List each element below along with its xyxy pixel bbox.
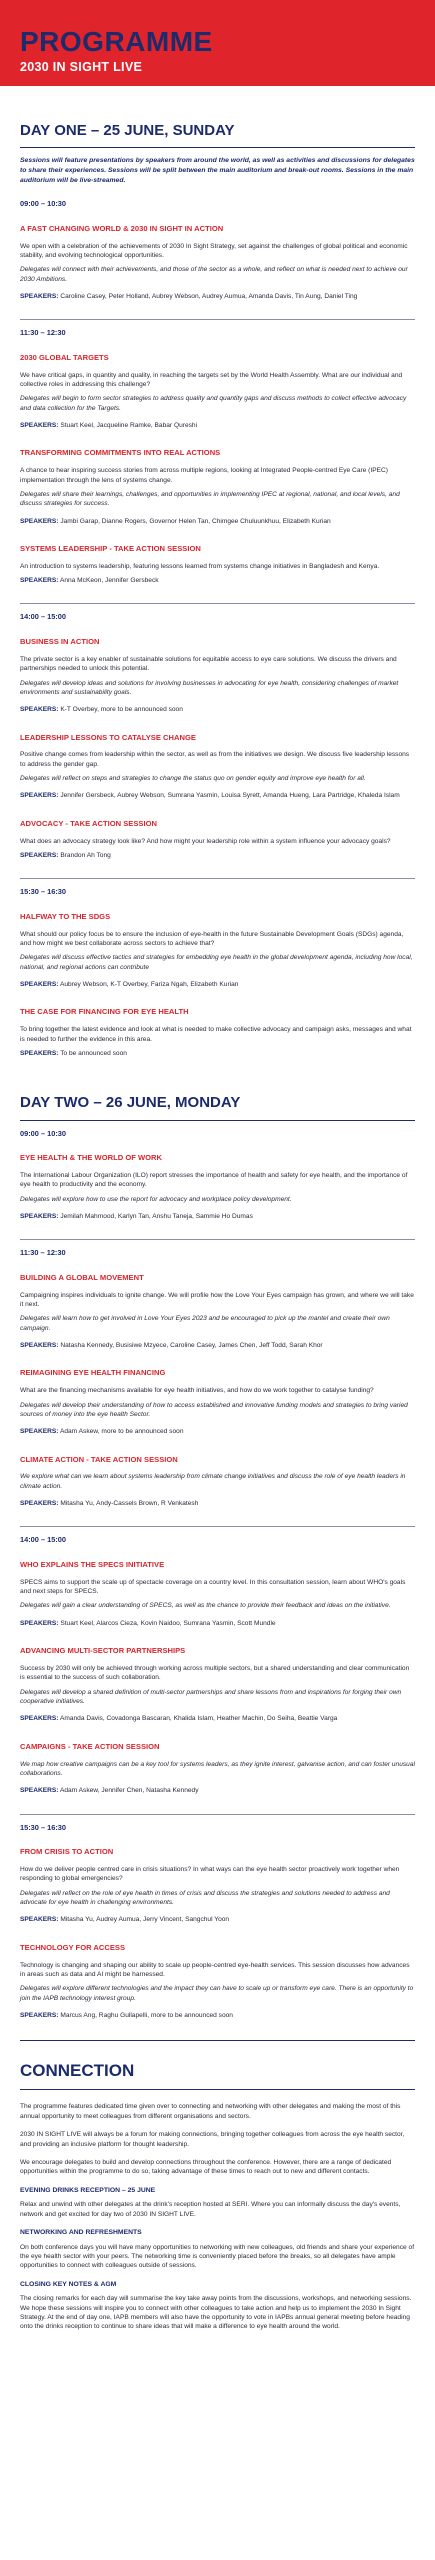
session-speakers xyxy=(20,1714,415,1723)
time-slot-time: 14:00 – 15:00 xyxy=(20,612,67,622)
time-slot-time: 09:00 – 10:30 xyxy=(20,199,67,209)
speakers-label: SPEAKERS: xyxy=(20,1212,59,1220)
session-title: EYE HEALTH & THE WORLD OF WORK xyxy=(20,1153,163,1163)
session-description: To bring together the latest evidence and look at what is needed to make collective advocacy and campaign asks, messages and what is needed to further the evidence in this area. xyxy=(20,1026,412,1043)
speakers-names: Jemilah Mahmood, Karlyn Tan, Anshu Taneja, Sammie Ho Dumas xyxy=(60,1212,253,1220)
day-one xyxy=(0,120,435,1058)
speakers-names: Anna McKeon, Jennifer Gersbeck xyxy=(59,577,159,585)
time-slot xyxy=(20,1814,415,2021)
page-title: PROGRAMME xyxy=(20,26,213,57)
session-title: FROM CRISIS TO ACTION xyxy=(20,1847,114,1857)
speakers-label: SPEAKERS: xyxy=(20,1619,59,1627)
session-speakers xyxy=(20,705,415,714)
time-slot-time: 09:00 – 10:30 xyxy=(20,1128,67,1138)
session-title: CAMPAIGNS - TAKE ACTION SESSION xyxy=(20,1741,160,1751)
speakers-names: K-T Overbey, more to be announced soon xyxy=(60,706,183,714)
session-outcome: Delegates will learn how to get involved in Love Your Eyes 2023 and be encouraged to pick up the mantel and create their own campaign. xyxy=(20,1315,390,1332)
session xyxy=(20,1742,415,1796)
session-outcome: Delegates will explore how to use the report for advocacy and workplace policy development. xyxy=(20,1195,292,1203)
session-title: WHO EXPLAINS THE SPECS INITIATIVE xyxy=(20,1559,165,1569)
session-title: LEADERSHIP LESSONS TO CATALYSE CHANGE xyxy=(20,732,196,742)
connection-item-text: On both conference days you will have many opportunities to networking with new colleagues, old friends and share your experience of the eye health sector with your peers. The networking time is conveniently placed before the breaks, so all delegates have ample opportunities to connect with colleagues outside of sessions. xyxy=(20,2243,415,2270)
session xyxy=(20,1273,415,1351)
session-speakers xyxy=(20,1427,415,1436)
time-slot xyxy=(20,603,415,860)
session-title: HALFWAY TO THE SDGS xyxy=(20,911,111,921)
session-outcome: Delegates will begin to form sector strategies to address quality and quantity gaps and discuss methods to collect effective advocacy and data collection for the Targets. xyxy=(20,395,407,412)
session xyxy=(20,1455,415,1509)
session xyxy=(20,1847,415,1925)
session-title: TECHNOLOGY FOR ACCESS xyxy=(20,1942,126,1952)
speakers-names: Adam Askew, more to be announced soon xyxy=(59,1428,184,1436)
speakers-names: Natasha Kennedy, Busisiwe Mzyece, Caroline Casey, James Chen, Jeff Todd, Sarah Khor xyxy=(60,1342,323,1350)
session-speakers xyxy=(20,1341,415,1350)
session-title: BUILDING A GLOBAL MOVEMENT xyxy=(20,1272,144,1282)
speakers-label: SPEAKERS: xyxy=(20,1342,59,1350)
speakers-names: Mitasha Yu, Andy-Cassels Brown, R Venkatesh xyxy=(60,1500,199,1508)
speakers-label: SPEAKERS: xyxy=(20,706,59,714)
day-one-slots xyxy=(20,199,415,1058)
session-outcome: Delegates will develop a shared definition of multi-sector partnerships and share lessons from and inspirations for forging their own cooperative initiatives. xyxy=(20,1688,402,1706)
session-title: CLIMATE ACTION - TAKE ACTION SESSION xyxy=(20,1454,178,1464)
session-outcome: Delegates will develop ideas and solutions for involving businesses in advocating for eye health, considering challenges of market environments and sustainability goals. xyxy=(20,679,399,696)
session-description: The International Labour Organization (ILO) report stresses the importance of health and safety for eye health, and the importance of eye health to productivity and the economy. xyxy=(20,1171,408,1189)
session-description: Technology is changing and shaping our ability to scale up people-centred eye-health services. This session discusses how advances in areas such as data and AI might be harnessed. xyxy=(20,1961,410,1978)
session-description: What should our policy focus be to ensure the inclusion of eye-health in the future Sustainable Development Goals (SDGs) agenda, and how might we best collaborate across sectors to achieve that? xyxy=(20,930,404,947)
divider xyxy=(20,1120,415,1121)
session-title: SYSTEMS LEADERSHIP - TAKE ACTION SESSION xyxy=(20,543,201,553)
speakers-names: Jambi Garap, Dianne Rogers, Governor Helen Tan, Chimgee Chuluunkhuu, Elizabeth Kurian xyxy=(60,517,331,525)
session-description: What are the financing mechanisms available for eye health initiatives, and how do we work together to catalyse funding? xyxy=(20,1387,374,1395)
speakers-names: Jennifer Gersbeck, Aubrey Webson, Sumrana Yasmin, Louisa Syrett, Amanda Hueng, Lara Partridge, Khaleda Islam xyxy=(60,792,400,800)
day-intro: Sessions will feature presentations by speakers from around the world, as well as activities and discussions for delegates to share their experiences. Sessions will be split between the main auditorium and break-out rooms. Sessions in the main auditorium will be live-streamed. xyxy=(20,157,415,184)
speakers-label: SPEAKERS: xyxy=(20,292,59,300)
session-description: A chance to hear inspiring success stories from across multiple regions, looking at Integrated People-centred Eye Care (IPEC) implementation through the lens of systems change. xyxy=(20,467,388,484)
session-speakers xyxy=(20,791,415,800)
speakers-names: Mitasha Yu, Audrey Aumua, Jerry Vincent, Sangchul Yoon xyxy=(60,1916,230,1924)
speakers-names: Aubrey Webson, K-T Overbey, Fariza Ngah, Elizabeth Kurian xyxy=(59,981,239,989)
session-title: REIMAGINING EYE HEALTH FINANCING xyxy=(20,1368,166,1378)
speakers-names: Adam Askew, Jennifer Chen, Natasha Kennedy xyxy=(59,1787,199,1795)
session-speakers xyxy=(20,1049,415,1058)
connection-paragraph: 2030 IN SIGHT LIVE will always be a forum for making connections, bringing together colleagues from across the eye health sector, and providing an inclusive platform for thought leadership. xyxy=(20,2131,405,2148)
session xyxy=(20,1153,415,1221)
speakers-label: SPEAKERS: xyxy=(20,1715,59,1723)
session-outcome: Delegates will explore different technologies and the impact they can have to scale up or transform eye care. There is an opportunity to join the IAPB technology interest group. xyxy=(20,1985,414,2002)
session-outcome: Delegates will reflect on the role of eye health in times of crisis and discuss the strategies and solutions needed to address and advocate for eye health in challenging environments. xyxy=(20,1889,390,1906)
session xyxy=(20,637,415,715)
speakers-names: Amanda Davis, Covadonga Bascaran, Khalida Islam, Heather Machin, Do Seiha, Beattie Varga xyxy=(59,1715,338,1723)
session-title: THE CASE FOR FINANCING FOR EYE HEALTH xyxy=(20,1007,189,1017)
session-speakers xyxy=(20,576,415,585)
page-subtitle: 2030 IN SIGHT LIVE xyxy=(20,60,143,74)
time-slot xyxy=(20,1239,415,1508)
session xyxy=(20,1368,415,1436)
session-speakers xyxy=(20,980,415,989)
connection-title: CONNECTION xyxy=(20,2061,135,2081)
time-slot xyxy=(20,319,415,585)
speakers-names: Caroline Casey, Peter Holland, Aubrey Webson, Audrey Aumua, Amanda Davis, Tin Aung, Daniel Ting xyxy=(60,292,358,300)
day-two xyxy=(0,1092,435,2020)
session-speakers xyxy=(20,421,415,430)
connection-section xyxy=(0,2040,435,2360)
speakers-label: SPEAKERS: xyxy=(20,422,59,430)
session-speakers xyxy=(20,1786,415,1795)
session-description: Positive change comes from leadership within the sector, as well as from the initiatives we design. We discuss five leadership lessons to address the gender gap. xyxy=(20,751,410,768)
speakers-names: To be announced soon xyxy=(60,1049,127,1057)
connection-paragraph: We encourage delegates to build and develop connections throughout the conference. However, there are a range of dedicated opportunities within the programme to do so, taking advantage of these times to reach out to new and different contacts. xyxy=(20,2158,392,2176)
session-description: We open with a celebration of the achievements of 2030 In Sight Strategy, set against the challenges of global political and economic stability, and evolving technological opportunities. xyxy=(20,242,408,259)
session-description: Campaigning inspires individuals to ignite change. We will profile how the Love Your Eyes campaign has grown, and where we will take it next. xyxy=(20,1291,414,1308)
session-speakers xyxy=(20,1915,415,1924)
connection-item-title: CLOSING KEY NOTES & AGM xyxy=(20,2280,117,2288)
session xyxy=(20,448,415,526)
session-speakers xyxy=(20,2011,415,2020)
speakers-label: SPEAKERS: xyxy=(20,517,59,525)
session-description: What does an advocacy strategy look like? And how might your leadership role within a system influence your advocacy goals? xyxy=(20,837,391,845)
speakers-label: SPEAKERS: xyxy=(20,577,59,585)
connection-item-text: Relax and unwind with other delegates at the drink's reception hosted at SERI. Where you can informally discuss the day's events, network and get excited for day two of 2030 IN SIGHT LIVE. xyxy=(20,2201,401,2218)
connection-paragraph: The programme features dedicated time given over to connecting and networking with other delegates and making the most of this annual opportunity to meet colleagues from different organisations and sectors. xyxy=(20,2103,401,2120)
session-outcome: Delegates will develop their understanding of how to access established and innovative funding models and strategies to bring varied sources of money into the eye health Sector. xyxy=(20,1401,408,1418)
day-title: DAY ONE – 25 JUNE, SUNDAY xyxy=(20,122,235,139)
connection-item-title: EVENING DRINKS RECEPTION – 25 JUNE xyxy=(20,2186,156,2194)
session-speakers xyxy=(20,1499,415,1508)
day-two-slots xyxy=(20,1129,415,2021)
session-outcome: Delegates will reflect on steps and strategies to change the status quo on gender equity and improve eye health for all. xyxy=(20,775,366,783)
session-description: How do we deliver people centred care in crisis situations? In what ways can the eye health sector proactively work together when responding to global emergencies? xyxy=(20,1865,400,1883)
session-speakers xyxy=(20,292,415,301)
speakers-label: SPEAKERS: xyxy=(20,1049,59,1057)
session xyxy=(20,912,415,990)
session-title: ADVANCING MULTI-SECTOR PARTNERSHIPS xyxy=(20,1646,186,1656)
divider xyxy=(20,2040,415,2041)
speakers-names: Brandon Ah Tong xyxy=(60,851,111,859)
divider xyxy=(20,2089,415,2090)
speakers-label: SPEAKERS: xyxy=(20,1916,59,1924)
speakers-names: Stuart Keel, Alarcos Cieza, Kovin Naidoo, Sumrana Yasmin, Scott Mundle xyxy=(60,1619,276,1627)
session-title: A FAST CHANGING WORLD & 2030 IN SIGHT IN ACTION xyxy=(20,223,224,233)
session xyxy=(20,353,415,431)
speakers-names: Marcus Ang, Raghu Gullapelli, more to be announced soon xyxy=(60,2011,233,2019)
time-slot-time: 15:30 – 16:30 xyxy=(20,887,67,897)
session-speakers xyxy=(20,1212,415,1221)
speakers-names: Stuart Keel, Jacqueline Ramke, Babar Qureshi xyxy=(60,422,198,430)
time-slot-time: 11:30 – 12:30 xyxy=(20,1248,66,1258)
connection-item-title: NETWORKING AND REFRESHMENTS xyxy=(20,2228,142,2236)
time-slot xyxy=(20,1129,415,1222)
session-description: Success by 2030 will only be achieved through working across multiple sectors, but a shared understanding and clear communication is essential to the success of such collaboration. xyxy=(20,1664,410,1682)
session xyxy=(20,544,415,586)
session-title: ADVOCACY - TAKE ACTION SESSION xyxy=(20,818,157,828)
speakers-label: SPEAKERS: xyxy=(20,1428,59,1436)
session-title: 2030 GLOBAL TARGETS xyxy=(20,352,109,362)
session xyxy=(20,224,415,302)
session-outcome: Delegates will discuss effective tactics and strategies for embedding eye health in the global development agenda, including how local, national, and regional actions can contribute xyxy=(20,954,413,971)
session-description: An introduction to systems leadership, featuring lessons learned from systems change initiatives in Bangladesh and Kenya. xyxy=(20,562,380,570)
programme-header xyxy=(0,0,435,86)
session-description: SPECS aims to support the scale up of spectacle coverage on a country level. In this consultation session, learn about WHO's goals and next steps for SPECS. xyxy=(20,1578,406,1596)
time-slot xyxy=(20,878,415,1058)
session-outcome: Delegates will gain a clear understanding of SPECS, as well as the chance to provide their feedback and ideas on the initiative. xyxy=(20,1602,391,1610)
session-outcome: Delegates will share their learnings, challenges, and opportunities in implementing IPEC at regional, national, and local levels, and discuss strategies for success. xyxy=(20,490,400,508)
connection-item-text: The closing remarks for each day will summarise the key take away points from the discussions, workshops, and networking sessions. We hope these sessions will inspire you to connect with other colleagues to take action and help us to implement the 2030 In Sight Strategy. At the end of day one, IAPB members will also have the opportunity to vote in IAPBs annual general meeting before heading onto the drinks reception to continue to share ideas that will make a difference to eye health around the world. xyxy=(20,2295,412,2331)
time-slot-time: 15:30 – 16:30 xyxy=(20,1822,67,1832)
session-description: The private sector is a key enabler of sustainable solutions for equitable access to eye care solutions. We discuss the drivers and partnerships needed to unlock this potential. xyxy=(20,655,397,673)
speakers-label: SPEAKERS: xyxy=(20,2011,59,2019)
session-title: BUSINESS IN ACTION xyxy=(20,637,100,646)
speakers-label: SPEAKERS: xyxy=(20,792,59,800)
divider xyxy=(20,147,415,148)
speakers-label: SPEAKERS: xyxy=(20,981,59,989)
session xyxy=(20,1646,415,1724)
session-outcome: We explore what can we learn about systems leadership from climate change initiatives and discuss the role of eye health leaders in climate action. xyxy=(20,1473,406,1490)
time-slot xyxy=(20,199,415,301)
session xyxy=(20,1560,415,1628)
time-slot-time: 11:30 – 12:30 xyxy=(20,328,66,338)
session xyxy=(20,1007,415,1058)
session-speakers xyxy=(20,851,415,860)
session-description: We have critical gaps, in quantity and quality, in reaching the targets set by the World Health Assembly. What are our individual and collective roles in addressing this challenge? xyxy=(20,371,403,388)
speakers-label: SPEAKERS: xyxy=(20,851,59,859)
session-outcome: We map how creative campaigns can be a key tool for systems leaders, as they ignite interest, galvanise action, and can foster unusual collaborations. xyxy=(20,1760,415,1777)
session-speakers xyxy=(20,517,415,526)
session-outcome: Delegates will connect with their achievements, and those of the sector as a whole, and reflect on what is needed next to achieve our 2030 Ambitions. xyxy=(20,266,408,283)
time-slot xyxy=(20,1526,415,1795)
speakers-label: SPEAKERS: xyxy=(20,1500,59,1508)
day-title: DAY TWO – 26 JUNE, MONDAY xyxy=(20,1094,241,1112)
time-slot-time: 14:00 – 15:00 xyxy=(20,1535,67,1545)
session-title: TRANSFORMING COMMITMENTS INTO REAL ACTIONS xyxy=(20,448,221,458)
session-speakers xyxy=(20,1619,415,1628)
session xyxy=(20,733,415,801)
speakers-label: SPEAKERS: xyxy=(20,1787,59,1795)
session xyxy=(20,819,415,861)
session xyxy=(20,1943,415,2021)
